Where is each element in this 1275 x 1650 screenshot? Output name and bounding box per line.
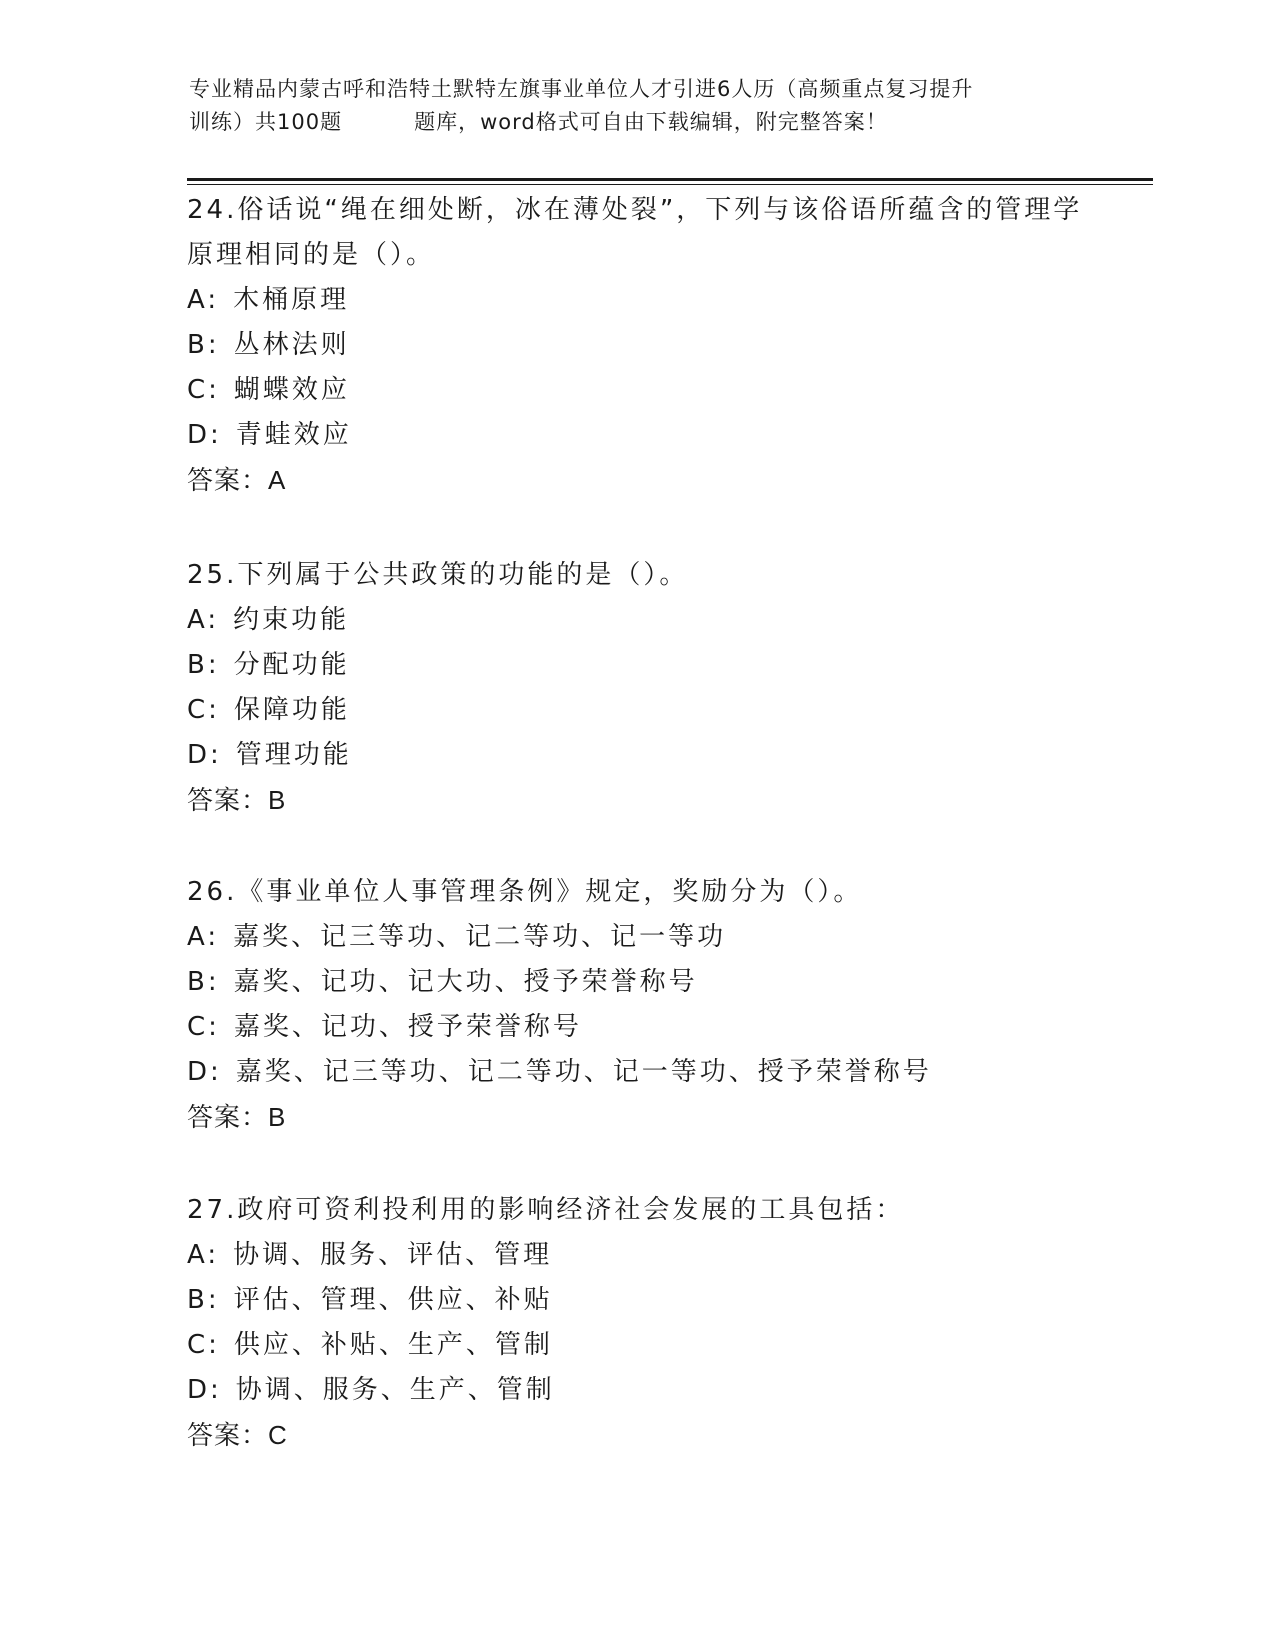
option-key: D:	[187, 1057, 222, 1087]
option-text: 分配功能	[233, 650, 350, 680]
option-text: 评估、管理、供应、补贴	[233, 1285, 553, 1315]
option-b	[187, 1278, 1087, 1323]
option-key: A:	[187, 922, 220, 952]
option-text: 嘉奖、记三等功、记二等功、记一等功	[233, 922, 727, 952]
question-24	[187, 188, 1087, 503]
header-line-2	[189, 106, 1089, 139]
option-key: D:	[187, 1375, 222, 1405]
option-d	[187, 1368, 1087, 1413]
option-text: 协调、服务、生产、管制	[235, 1375, 555, 1405]
option-a	[187, 278, 1087, 323]
option-b	[187, 643, 1087, 688]
option-text: 协调、服务、评估、管理	[233, 1240, 553, 1270]
answer-line: 答案：C	[187, 1420, 288, 1450]
option-c	[187, 688, 1087, 733]
option-text: 嘉奖、记功、记大功、授予荣誉称号	[233, 967, 698, 997]
option-c	[187, 1005, 1087, 1050]
option-key: B:	[187, 1285, 220, 1315]
question-27	[187, 1188, 1087, 1458]
option-a	[187, 915, 1087, 960]
option-text: 保障功能	[233, 695, 350, 725]
option-text: 管理功能	[235, 740, 352, 770]
header-line-2-left: 训练）共100题	[189, 110, 343, 134]
option-key: C:	[187, 375, 220, 405]
option-key: C:	[187, 1330, 220, 1360]
option-key: C:	[187, 695, 220, 725]
option-text: 供应、补贴、生产、管制	[233, 1330, 553, 1360]
question-stem: 24.俗话说“绳在细处断，冰在薄处裂”，下列与该俗语所蕴含的管理学原理相同的是（）。	[187, 195, 1083, 270]
question-stem: 26.《事业单位人事管理条例》规定，奖励分为（）。	[187, 877, 863, 907]
option-c	[187, 1323, 1087, 1368]
option-c	[187, 368, 1087, 413]
option-key: A:	[187, 285, 220, 315]
option-key: D:	[187, 740, 222, 770]
answer-line: 答案：B	[187, 785, 287, 815]
option-text: 木桶原理	[233, 285, 350, 315]
option-d	[187, 413, 1087, 458]
question-stem: 27.政府可资利投利用的影响经济社会发展的工具包括：	[187, 1195, 905, 1225]
header-line-2-right: 题库，word格式可自由下载编辑，附完整答案！	[414, 110, 888, 134]
header-line-1: 专业精品内蒙古呼和浩特土默特左旗事业单位人才引进6人历（高频重点复习提升	[189, 77, 974, 101]
answer-line: 答案：B	[187, 1102, 287, 1132]
option-a	[187, 1233, 1087, 1278]
option-b	[187, 960, 1087, 1005]
option-text: 约束功能	[233, 605, 350, 635]
option-d	[187, 733, 1087, 778]
option-key: A:	[187, 1240, 220, 1270]
header-divider-thick	[187, 178, 1153, 181]
option-key: B:	[187, 967, 220, 997]
option-d	[187, 1050, 1087, 1095]
option-text: 蝴蝶效应	[233, 375, 350, 405]
option-text: 嘉奖、记功、授予荣誉称号	[233, 1012, 582, 1042]
option-b	[187, 323, 1087, 368]
option-key: D:	[187, 420, 222, 450]
header-divider-thin	[187, 184, 1153, 185]
option-key: A:	[187, 605, 220, 635]
option-a	[187, 598, 1087, 643]
question-26	[187, 870, 1087, 1140]
question-stem: 25.下列属于公共政策的功能的是（）。	[187, 560, 689, 590]
document-header	[189, 73, 1089, 139]
option-text: 青蛙效应	[235, 420, 352, 450]
answer-line: 答案：A	[187, 465, 287, 495]
question-25	[187, 553, 1087, 823]
option-key: B:	[187, 330, 220, 360]
option-key: C:	[187, 1012, 220, 1042]
option-text: 丛林法则	[233, 330, 350, 360]
option-text: 嘉奖、记三等功、记二等功、记一等功、授予荣誉称号	[235, 1057, 932, 1087]
option-key: B:	[187, 650, 220, 680]
